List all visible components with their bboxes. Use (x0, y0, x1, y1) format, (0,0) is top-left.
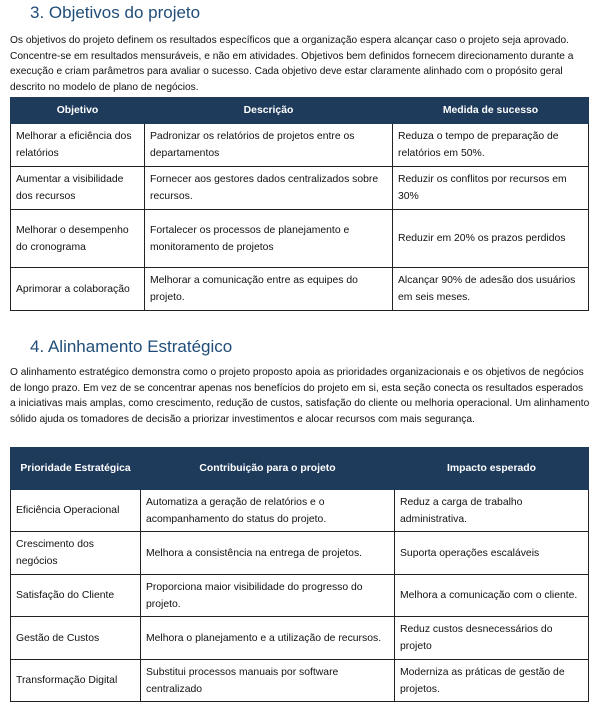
table-cell: Proporciona maior visibilidade do progresso do projeto. (141, 575, 395, 617)
column-header: Impacto esperado (395, 448, 589, 490)
table-cell: Melhorar a eficiência dos relatórios (11, 124, 145, 167)
objectives-table (10, 97, 589, 311)
table-cell: Reduz custos desnecessários do projeto (395, 617, 589, 660)
table-cell: Melhora a comunicação com o cliente. (395, 575, 589, 617)
table-cell: Suporta operações escaláveis (395, 532, 589, 575)
table-cell: Alcançar 90% de adesão dos usuários em seis meses. (393, 268, 589, 311)
table-cell: Reduzir em 20% os prazos perdidos (393, 210, 589, 268)
table-row (11, 167, 589, 210)
column-header: Medida de sucesso (393, 98, 589, 124)
table-cell: Reduzir os conflitos por recursos em 30% (393, 167, 589, 210)
table-cell: Melhora a consistência na entrega de projetos. (141, 532, 395, 575)
strategic-alignment-table (10, 447, 589, 702)
table-cell: Aumentar a visibilidade dos recursos (11, 167, 145, 210)
table-cell: Melhora o planejamento e a utilização de recursos. (141, 617, 395, 660)
table-cell: Padronizar os relatórios de projetos entre os departamentos (145, 124, 393, 167)
table-cell: Fortalecer os processos de planejamento e monitoramento de projetos (145, 210, 393, 268)
table-cell: Melhorar o desempenho do cronograma (11, 210, 145, 268)
table-cell: Gestão de Custos (11, 617, 141, 660)
table-cell: Automatiza a geração de relatórios e o acompanhamento do status do projeto. (141, 490, 395, 532)
table-row (11, 660, 589, 702)
section-4-heading: 4. Alinhamento Estratégico (30, 337, 233, 356)
column-header: Descrição (145, 98, 393, 124)
table-row (11, 575, 589, 617)
table-row (11, 210, 589, 268)
table-cell: Transformação Digital (11, 660, 141, 702)
table-row (11, 617, 589, 660)
table-cell: Melhorar a comunicação entre as equipes do projeto. (145, 268, 393, 311)
table-cell: Fornecer aos gestores dados centralizados sobre recursos. (145, 167, 393, 210)
table-cell: Reduza o tempo de preparação de relatórios em 50%. (393, 124, 589, 167)
table-header-row (11, 448, 589, 490)
table-cell: Substitui processos manuais por software centralizado (141, 660, 395, 702)
table-row (11, 532, 589, 575)
table-cell: Crescimento dos negócios (11, 532, 141, 575)
section-3-intro: Os objetivos do projeto definem os resultados específicos que a organização espera alcançar caso o projeto seja aprovado. Concentre-se em resultados mensuráveis, e não em atividades. Objetivos bem definidos fornecem direcionamento durante a execução e criam parâmetros para avaliar o sucesso. Cada objetivo deve estar claramente alinhado com o propósito geral descrito no modelo de plano de negócios. (10, 35, 574, 93)
column-header: Objetivo (11, 98, 145, 124)
table-row (11, 268, 589, 311)
table-cell: Eficiência Operacional (11, 490, 141, 532)
table-header-row (11, 98, 589, 124)
section-4-intro: O alinhamento estratégico demonstra como o projeto proposto apoia as prioridades organizacionais e os objetivos de negócios de longo prazo. Em vez de se concentrar apenas nos benefícios do projeto em si, esta seção conecta os resultados esperados a iniciativas mais amplas, como crescimento, redução de custos, satisfação do cliente ou melhoria operacional. Um alinhamento sólido ajuda os tomadores de decisão a priorizar investimentos e alocar recursos com mais segurança. (10, 367, 590, 425)
table-cell: Moderniza as práticas de gestão de projetos. (395, 660, 589, 702)
table-row (11, 124, 589, 167)
column-header: Prioridade Estratégica (11, 448, 141, 490)
table-cell: Satisfação do Cliente (11, 575, 141, 617)
column-header: Contribuição para o projeto (141, 448, 395, 490)
section-3-heading: 3. Objetivos do projeto (30, 3, 201, 22)
table-cell: Reduz a carga de trabalho administrativa. (395, 490, 589, 532)
table-row (11, 490, 589, 532)
table-cell: Aprimorar a colaboração (11, 268, 145, 311)
